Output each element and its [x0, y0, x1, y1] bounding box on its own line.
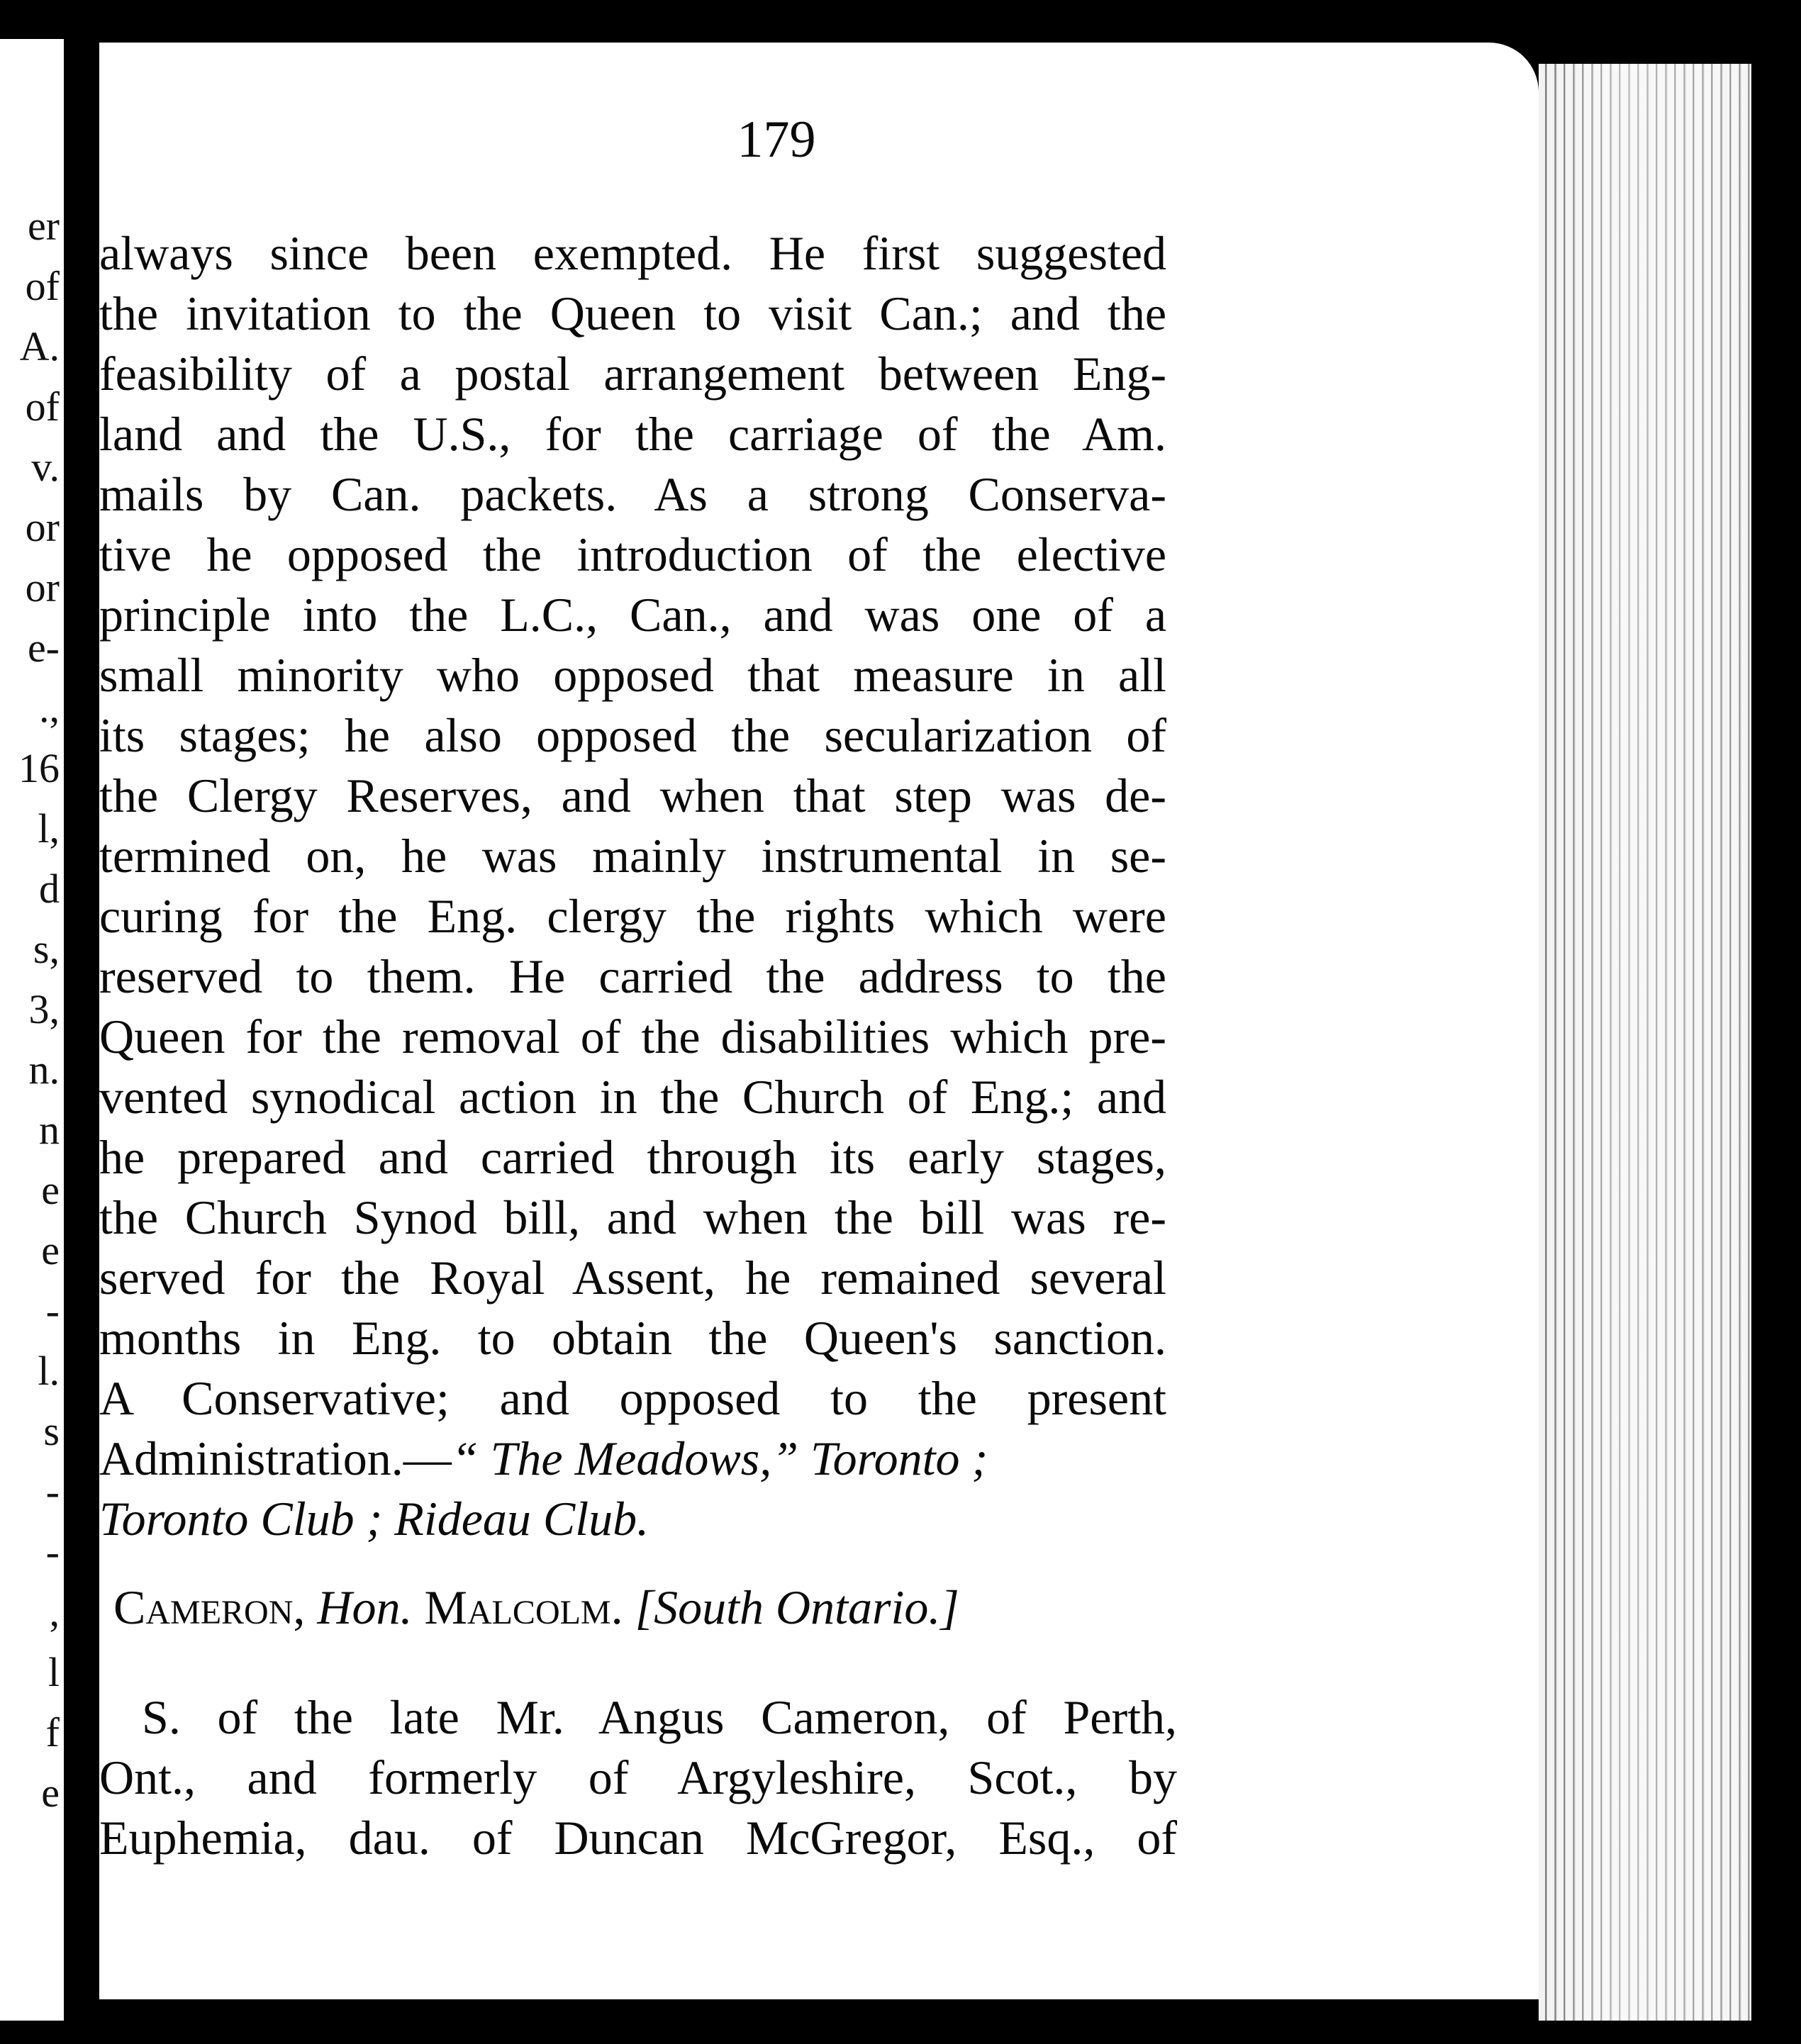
left-page-fragment: 3, — [28, 986, 60, 1032]
text-line: tive he opposed the introduction of the elective — [99, 527, 1166, 581]
left-page-fragment: A. — [19, 323, 60, 369]
text-line: months in Eng. to obtain the Queen's sanction. — [99, 1311, 1166, 1365]
text-line: always since been exempted. He first suggested — [99, 226, 1166, 280]
clubs-line: Toronto Club ; Rideau Club. — [99, 1492, 649, 1546]
heading-surname: Cameron, — [113, 1580, 306, 1634]
left-page-fragment: l — [48, 1649, 60, 1695]
left-page-fragment: e — [41, 1770, 60, 1816]
heading-forename: Malcolm. — [424, 1580, 623, 1634]
text-line: the Clergy Reserves, and when that step was de- — [99, 769, 1166, 822]
text-line: reserved to them. He carried the address to the — [99, 949, 1166, 1003]
text-line: A Conservative; and opposed to the present — [99, 1371, 1166, 1425]
left-page-fragment: - — [45, 1288, 60, 1334]
left-page-fragment: n. — [28, 1046, 60, 1093]
left-page-fragment: v. — [31, 444, 60, 490]
left-page-fragment: e — [41, 1167, 60, 1213]
text-line: small minority who opposed that measure in all — [99, 648, 1166, 702]
closing-prefix: Administration.— — [99, 1431, 452, 1485]
text-line: the invitation to the Queen to visit Can.; and the — [99, 286, 1166, 340]
left-page-fragment: ., — [39, 685, 60, 731]
left-page-fragment: s — [43, 1408, 60, 1454]
left-page-fragment: of — [25, 263, 60, 309]
text-line: termined on, he was mainly instrumental in se- — [99, 829, 1166, 883]
left-page-fragment: s, — [33, 926, 60, 972]
text-line: he prepared and carried through its early stages, — [99, 1130, 1166, 1184]
text-line: its stages; he also opposed the secularization of — [99, 708, 1166, 762]
entry-heading — [113, 1577, 1181, 1638]
left-page-fragment: l. — [38, 1348, 60, 1394]
text-line: principle into the L.C., Can., and was one of a — [99, 588, 1166, 642]
heading-title: Hon. — [317, 1580, 413, 1634]
left-page-fragment: or — [25, 504, 60, 550]
book-gutter — [64, 0, 99, 2044]
book-page — [99, 43, 1539, 1999]
page-number: 179 — [737, 111, 816, 169]
left-page-fragment: e — [41, 1227, 60, 1273]
text-line: S. of the late Mr. Angus Cameron, of Perth, — [142, 1690, 1177, 1744]
text-line: mails by Can. packets. As a strong Conserva- — [99, 467, 1166, 521]
entry-paragraph — [99, 1687, 1177, 1868]
text-line: Queen for the removal of the disabilities which pre- — [99, 1010, 1166, 1063]
biography-paragraph — [99, 223, 1166, 1549]
residence: “ The Meadows,” Toronto ; — [451, 1431, 988, 1485]
left-page-fragment: d — [39, 866, 60, 912]
text-line: vented synodical action in the Church of Eng.; and — [99, 1070, 1166, 1124]
left-page-fragment: l, — [38, 805, 60, 851]
left-page-fragment: f — [45, 1709, 60, 1755]
text-line: Ont., and formerly of Argyleshire, Scot., by — [99, 1750, 1177, 1804]
left-page-fragment: er — [27, 203, 60, 249]
left-page-fragment: e- — [27, 625, 60, 671]
left-page-fragment: or — [25, 564, 60, 610]
left-page-fragment: - — [45, 1529, 60, 1575]
left-page-fragment: , — [49, 1589, 60, 1635]
text-line: the Church Synod bill, and when the bill was re- — [99, 1190, 1166, 1244]
left-page-fragment: - — [45, 1468, 60, 1514]
text-line: served for the Royal Assent, he remained several — [99, 1251, 1166, 1305]
text-line: land and the U.S., for the carriage of the Am. — [99, 407, 1166, 461]
left-page-fragment: 16 — [18, 745, 60, 791]
left-page-fragment: n — [39, 1107, 60, 1153]
text-line: Euphemia, dau. of Duncan McGregor, Esq., of — [99, 1811, 1177, 1865]
text-line — [99, 1429, 1166, 1489]
left-page-fragment: of — [25, 384, 60, 430]
previous-page-edge — [0, 39, 64, 2021]
text-line: curing for the Eng. clergy the rights which were — [99, 889, 1166, 943]
heading-constituency: [South Ontario.] — [635, 1580, 959, 1634]
text-line: feasibility of a postal arrangement between Eng- — [99, 347, 1166, 401]
